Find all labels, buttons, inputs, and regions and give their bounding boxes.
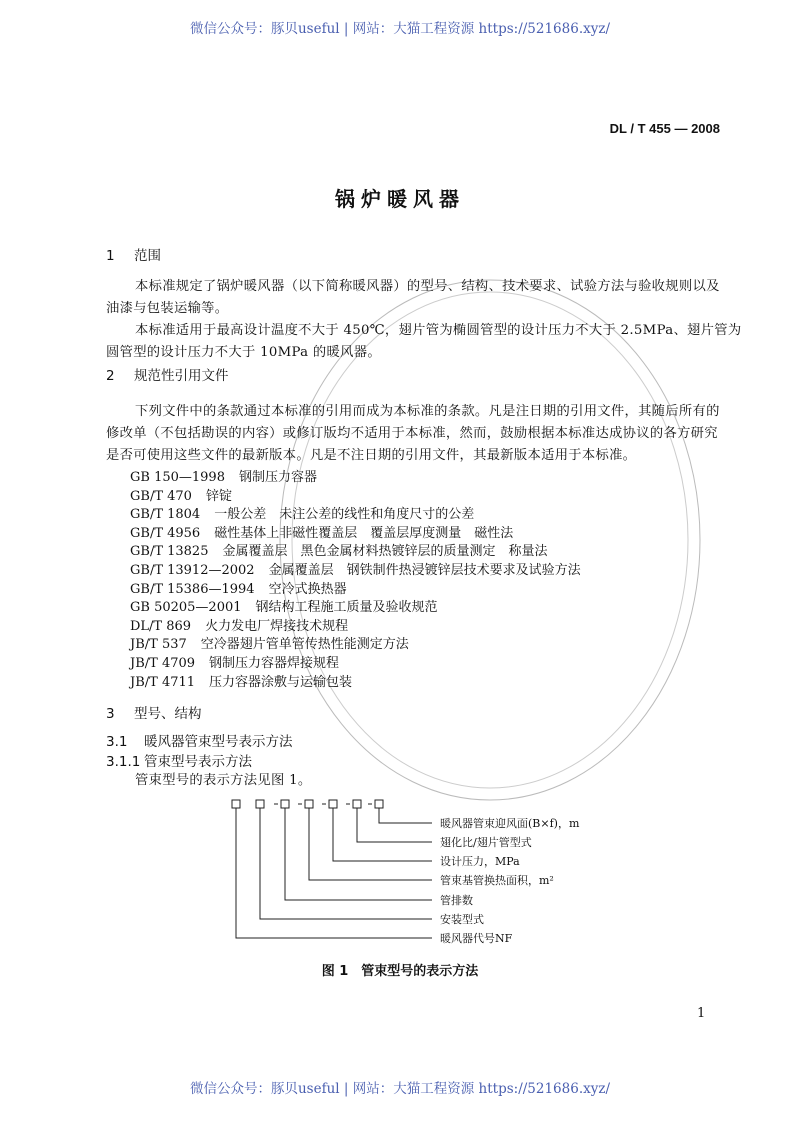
figure-label: 暖风器管束迎风面(B×f)，m	[440, 817, 580, 830]
reference-title: 压力容器涂敷与运输包装	[209, 674, 353, 690]
reference-code: GB 50205—2001	[130, 600, 242, 616]
code-box	[256, 800, 264, 808]
paragraph-line: 本标准适用于最高设计温度不大于 450℃，翅片管为椭圆管型的设计压力不大于 2.5MPa、翅片管为	[135, 323, 742, 338]
figure-label: 管束基管换热面积，m²	[440, 874, 554, 887]
code-box	[232, 800, 240, 808]
paragraph-line: 本标准规定了锅炉暖风器（以下简称暖风器）的型号、结构、技术要求、试验方法与验收规则以及	[135, 279, 720, 294]
reference-code: GB/T 15386—1994	[130, 581, 255, 597]
standard-number: DL / T 455 — 2008	[609, 121, 720, 136]
reference-code: GB/T 13825	[130, 544, 209, 560]
reference-title: 磁性基体上非磁性覆盖层 覆盖层厚度测量 磁性法	[214, 525, 514, 541]
code-box	[329, 800, 337, 808]
reference-code: JB/T 4709	[130, 656, 196, 671]
watermark-bottom: 微信公众号：豚贝useful | 网站：大猫工程资源 https://521686.xyz/	[189, 1081, 611, 1097]
figure-1-caption: 图 1 管束型号的表示方法	[321, 964, 479, 979]
figure-label: 管排数	[440, 894, 473, 907]
paragraph-line: 下列文件中的条款通过本标准的引用而成为本标准的条款。凡是注日期的引用文件，其随后所有的	[135, 404, 720, 419]
section-3-1-1-heading: 3.1.1 管束型号表示方法	[106, 754, 252, 770]
leader-line	[260, 808, 432, 919]
figure-label: 暖风器代号NF	[440, 932, 513, 945]
section-3-1-heading: 3.1 暖风器管束型号表示方法	[106, 734, 293, 750]
code-box	[281, 800, 289, 808]
reference-title: 钢制压力容器焊接规程	[209, 656, 340, 671]
reference-title: 钢结构工程施工质量及验收规范	[255, 600, 438, 616]
leader-line	[379, 808, 432, 823]
paragraph-line: 油漆与包装运输等。	[106, 301, 229, 316]
reference-code: GB/T 1804	[130, 507, 201, 523]
reference-code: GB 150—1998	[130, 470, 225, 485]
figure-label: 设计压力，MPa	[440, 855, 520, 868]
reference-code: JB/T 4711	[130, 674, 196, 690]
paragraph-line: 管束型号的表示方法见图 1。	[135, 773, 312, 788]
reference-code: GB/T 470	[130, 488, 192, 504]
reference-code: JB/T 537	[130, 637, 187, 653]
paragraph-line: 修改单（不包括勘误的内容）或修订版均不适用于本标准，然而，鼓励根据本标准达成协议的各方研究	[106, 426, 718, 441]
leader-line	[357, 808, 432, 842]
paragraph-line: 是否可使用这些文件的最新版本。凡是不注日期的引用文件，其最新版本适用于本标准。	[106, 448, 637, 463]
watermark-top: 微信公众号：豚贝useful | 网站：大猫工程资源 https://521686.xyz/	[189, 21, 611, 37]
section-3-heading: 3 型号、结构	[106, 706, 202, 722]
reference-title: 空冷式换热器	[268, 581, 347, 597]
leader-line	[333, 808, 432, 861]
code-box	[375, 800, 383, 808]
page-number: 1	[697, 1006, 706, 1021]
paragraph-line: 圆管型的设计压力不大于 10MPa 的暖风器。	[106, 345, 381, 360]
leader-line	[309, 808, 432, 880]
reference-title: 金属覆盖层 钢铁制件热浸镀锌层技术要求及试验方法	[268, 563, 581, 578]
reference-title: 钢制压力容器	[238, 470, 317, 485]
reference-title: 火力发电厂焊接技术规程	[205, 618, 349, 634]
reference-title: 空冷器翅片管单管传热性能测定方法	[200, 637, 409, 653]
reference-code: GB/T 4956	[130, 525, 201, 541]
section-2-heading: 2 规范性引用文件	[106, 368, 229, 384]
reference-title: 一般公差 未注公差的线性和角度尺寸的公差	[214, 507, 475, 523]
leader-line	[285, 808, 432, 900]
reference-title: 金属覆盖层 黑色金属材料热镀锌层的质量测定 称量法	[222, 544, 548, 560]
page-title: 锅炉暖风器	[335, 187, 465, 211]
figure-label: 翅化比/翅片管型式	[440, 836, 532, 849]
reference-title: 锌锭	[205, 488, 232, 504]
section-1-heading: 1 范围	[106, 248, 161, 264]
figure-label: 安装型式	[440, 913, 484, 926]
code-box	[305, 800, 313, 808]
reference-code: DL/T 869	[130, 618, 192, 634]
reference-code: GB/T 13912—2002	[130, 563, 255, 578]
code-box	[353, 800, 361, 808]
